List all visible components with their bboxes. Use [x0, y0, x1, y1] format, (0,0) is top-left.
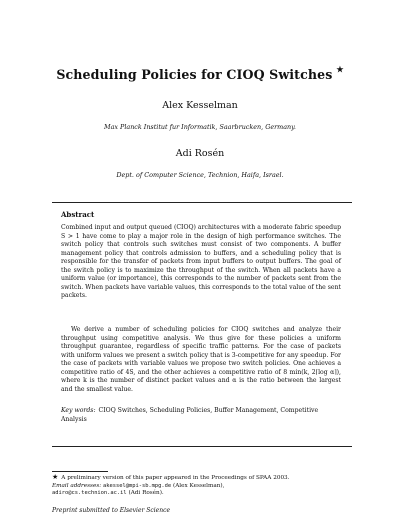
footnote — [52, 474, 352, 498]
footnote-line1: A preliminary version of this paper appeared in the Proceedings of SPAA 2003. — [61, 475, 290, 481]
abstract-paragraph-2: We derive a number of scheduling policies for CIOQ switches and analyze their throughput using competitive analysis. We thus give for these policies a uniform throughput guarantee, regardless of specific traffic patterns. For the case of packets with uniform values we present a switch policy that is 3-competitive for any speedup. For the case of packets with variable values we propose two switch policies. One achieves a competitive ratio of 4S, and the other achieves a competitive ratio of 8 min(k, 2⌈log α⌉), where k is the number of distinct packet values and α is the ratio between the largest and the smallest value. — [61, 326, 341, 393]
email-label: Email addresses: — [52, 482, 102, 489]
author-name-2: Adi Rosén — [175, 148, 225, 159]
abstract-top-rule — [52, 202, 352, 203]
title-text: Scheduling Policies for CIOQ Switches — [56, 67, 333, 83]
email-address-2[interactable]: adiro@cs.technion.ac.il — [52, 490, 127, 497]
email-owner-2: (Adi Rosén). — [128, 490, 164, 497]
keywords — [61, 407, 341, 424]
email-address-1[interactable]: akessel@mpi-sb.mpg.de — [103, 482, 172, 489]
abstract-paragraph-1: Combined input and output queued (CIOQ) architectures with a moderate fabric speedup S > 1 have come to play a major role in the design of high performance switches. The switch policy that controls such switches must consist of two components. A buffer management policy that controls admission to buffers, and a scheduling policy that is responsible for the transfer of packets from input buffers to output buffers. The goal of the switch policy is to maximize the throughput of the switch. When all packets have a uniform value (or importance), this corresponds to the number of packets sent from the switch. When packets have variable values, this corresponds to the total value of the sent packets. — [61, 224, 341, 300]
keywords-text: CIOQ Switches, Scheduling Policies, Buffer Management, Competitive Analysis — [61, 407, 319, 423]
footnote-mark: ★ — [52, 473, 59, 481]
footnote-rule — [52, 471, 108, 472]
title-footnote-mark: ★ — [336, 64, 344, 74]
abstract-bottom-rule — [52, 446, 352, 447]
author-affiliation-2: Dept. of Computer Science, Technion, Haifa, Israel. — [116, 171, 284, 179]
author-affiliation-1: Max Planck Institut fur Informatik, Saarbrucken, Germany. — [104, 123, 296, 131]
paper-title — [40, 66, 360, 82]
author-name-1: Alex Kesselman — [162, 100, 238, 111]
email-owner-1: (Alex Kesselman), — [172, 482, 225, 489]
preprint-note: Preprint submitted to Elsevier Science — [52, 507, 170, 514]
keywords-label: Key words: — [61, 407, 96, 414]
abstract-heading: Abstract — [61, 210, 95, 219]
